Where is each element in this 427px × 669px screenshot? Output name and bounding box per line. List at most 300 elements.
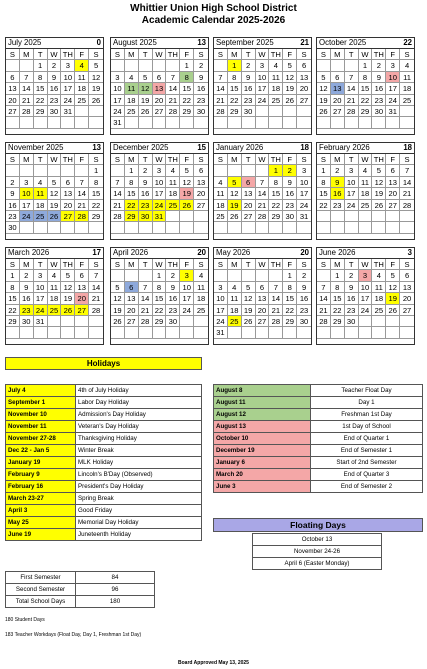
- day-cell: 8: [6, 282, 20, 293]
- empty-cell: [214, 60, 228, 71]
- holiday-name: Lincoln's B'Day (Observed): [76, 469, 202, 481]
- board-approved-footer: Board Approved May 13, 2025: [178, 660, 249, 666]
- weekday-label: W: [153, 49, 167, 60]
- school-day-count: 18: [300, 143, 309, 152]
- weekday-label: S: [194, 259, 208, 270]
- day-cell: 16: [20, 293, 34, 304]
- empty-cell: [20, 60, 34, 71]
- day-cell: 12: [372, 177, 386, 188]
- day-cell: 30: [345, 316, 359, 327]
- day-cell: 6: [400, 270, 414, 281]
- empty-cell: [20, 117, 34, 128]
- day-cell: 16: [331, 188, 345, 199]
- day-cell: 19: [228, 200, 242, 211]
- day-cell: 24: [214, 316, 228, 327]
- day-cell: 19: [61, 293, 75, 304]
- day-cell: 11: [228, 293, 242, 304]
- day-cell: 17: [256, 83, 270, 94]
- day-cell: 29: [283, 316, 297, 327]
- semester-label: Second Semester: [6, 584, 76, 596]
- key-date-event: End of Semester 1: [311, 445, 423, 457]
- key-date-row: [214, 445, 423, 457]
- empty-cell: [139, 327, 153, 338]
- empty-cell: [400, 117, 414, 128]
- empty-cell: [269, 327, 283, 338]
- weekday-label: W: [256, 259, 270, 270]
- day-cell: 26: [139, 106, 153, 117]
- day-cell: 26: [48, 211, 62, 222]
- empty-cell: [125, 222, 139, 233]
- key-date-row: [214, 481, 423, 493]
- holiday-row: [6, 469, 202, 481]
- day-cell: 11: [48, 282, 62, 293]
- day-cell: 20: [242, 200, 256, 211]
- day-cell: 1: [331, 270, 345, 281]
- empty-cell: [214, 165, 228, 176]
- empty-cell: [228, 327, 242, 338]
- day-cell: 12: [228, 188, 242, 199]
- empty-cell: [317, 222, 331, 233]
- day-cell: 19: [139, 95, 153, 106]
- day-cell: 25: [48, 305, 62, 316]
- day-cell: 23: [372, 95, 386, 106]
- empty-cell: [125, 117, 139, 128]
- weekday-label: T: [345, 49, 359, 60]
- day-cell: 12: [180, 177, 194, 188]
- holiday-date: November 11: [6, 421, 76, 433]
- day-cell: 6: [153, 72, 167, 83]
- day-cell: 31: [386, 106, 400, 117]
- key-date-event: Day 1: [311, 397, 423, 409]
- holiday-date: March 23-27: [6, 493, 76, 505]
- day-cell: 12: [386, 282, 400, 293]
- day-cell: 28: [20, 106, 34, 117]
- empty-cell: [61, 117, 75, 128]
- empty-cell: [214, 117, 228, 128]
- day-cell: 14: [139, 293, 153, 304]
- day-cell: 15: [6, 293, 20, 304]
- month-name: June 2026: [319, 248, 356, 257]
- day-cell: 25: [125, 106, 139, 117]
- day-cell: 28: [256, 211, 270, 222]
- day-cell: 23: [283, 200, 297, 211]
- weekday-label: F: [386, 49, 400, 60]
- day-cell: 24: [34, 305, 48, 316]
- holiday-row: [6, 421, 202, 433]
- day-cell: 14: [400, 177, 414, 188]
- weekday-label: S: [89, 259, 103, 270]
- day-cell: 18: [269, 83, 283, 94]
- holiday-date: November 10: [6, 409, 76, 421]
- holiday-name: 4th of July Holiday: [76, 385, 202, 397]
- day-cell: 30: [166, 316, 180, 327]
- day-cell: 17: [386, 83, 400, 94]
- weekday-label: M: [331, 49, 345, 60]
- day-cell: 19: [317, 95, 331, 106]
- empty-cell: [48, 327, 62, 338]
- holiday-name: Memorial Day Holiday: [76, 517, 202, 529]
- empty-cell: [317, 117, 331, 128]
- weekday-label: S: [111, 259, 125, 270]
- day-cell: 22: [125, 200, 139, 211]
- weekday-label: M: [228, 259, 242, 270]
- day-cell: 17: [111, 95, 125, 106]
- floating-day-row: [253, 546, 382, 558]
- day-cell: 10: [256, 72, 270, 83]
- day-cell: 9: [372, 72, 386, 83]
- day-cell: 7: [214, 72, 228, 83]
- day-cell: 17: [214, 305, 228, 316]
- day-cell: 4: [48, 270, 62, 281]
- day-cell: 23: [48, 95, 62, 106]
- day-cell: 31: [153, 211, 167, 222]
- empty-cell: [269, 106, 283, 117]
- empty-cell: [283, 117, 297, 128]
- day-cell: 13: [400, 282, 414, 293]
- day-cell: 24: [359, 305, 373, 316]
- day-cell: 14: [256, 188, 270, 199]
- day-cell: 5: [372, 165, 386, 176]
- day-cell: 25: [359, 200, 373, 211]
- empty-cell: [400, 222, 414, 233]
- empty-cell: [283, 222, 297, 233]
- floating-day-row: [253, 534, 382, 546]
- key-date-row: [214, 433, 423, 445]
- empty-cell: [139, 222, 153, 233]
- day-cell: 19: [89, 83, 103, 94]
- day-cell: 12: [61, 282, 75, 293]
- day-cell: 16: [242, 83, 256, 94]
- day-cell: 29: [269, 211, 283, 222]
- weekday-label: F: [283, 49, 297, 60]
- day-cell: 27: [61, 211, 75, 222]
- month-name: January 2026: [216, 143, 264, 152]
- key-date-row: [214, 469, 423, 481]
- day-cell: 13: [242, 188, 256, 199]
- day-cell: 4: [214, 177, 228, 188]
- holiday-date: Dec 22 - Jan 5: [6, 445, 76, 457]
- holiday-name: Juneteenth Holiday: [76, 529, 202, 541]
- day-cell: 21: [111, 200, 125, 211]
- day-cell: 13: [256, 293, 270, 304]
- empty-cell: [153, 117, 167, 128]
- day-cell: 9: [139, 177, 153, 188]
- day-cell: 11: [194, 282, 208, 293]
- day-cell: 24: [256, 95, 270, 106]
- day-cell: 27: [194, 200, 208, 211]
- day-cell: 8: [228, 72, 242, 83]
- day-cell: 5: [61, 270, 75, 281]
- day-cell: 2: [166, 270, 180, 281]
- day-cell: 13: [386, 177, 400, 188]
- month-header: [317, 248, 414, 259]
- holiday-date: February 9: [6, 469, 76, 481]
- key-date: August 11: [214, 397, 311, 409]
- empty-cell: [283, 327, 297, 338]
- day-cell: 28: [214, 106, 228, 117]
- key-date-event: End of Semester 2: [311, 481, 423, 493]
- weekday-label: T: [242, 259, 256, 270]
- day-cell: 3: [180, 270, 194, 281]
- day-cell: 20: [61, 200, 75, 211]
- day-cell: 16: [139, 188, 153, 199]
- holiday-row: [6, 529, 202, 541]
- day-cell: 22: [317, 200, 331, 211]
- day-cell: 7: [166, 72, 180, 83]
- day-cell: 22: [89, 200, 103, 211]
- semester-days: 180: [76, 596, 155, 608]
- day-cell: 25: [400, 95, 414, 106]
- empty-cell: [180, 211, 194, 222]
- day-cell: 13: [153, 83, 167, 94]
- holiday-row: [6, 457, 202, 469]
- month-grid: [6, 259, 103, 339]
- day-cell: 21: [345, 95, 359, 106]
- day-cell: 7: [400, 165, 414, 176]
- empty-cell: [345, 211, 359, 222]
- day-cell: 2: [242, 60, 256, 71]
- day-cell: 7: [139, 282, 153, 293]
- semester-summary-table: [5, 571, 155, 608]
- day-cell: 2: [194, 60, 208, 71]
- month-header: [214, 143, 311, 154]
- day-cell: 5: [180, 165, 194, 176]
- day-cell: 4: [372, 270, 386, 281]
- day-cell: 16: [283, 188, 297, 199]
- teacher-days-note: 183 Teacher Workdays (Float Day, Day 1, Freshman 1st Day): [5, 632, 142, 638]
- empty-cell: [386, 316, 400, 327]
- weekday-label: TH: [269, 259, 283, 270]
- month-name: October 2025: [319, 38, 367, 47]
- day-cell: 26: [61, 305, 75, 316]
- day-cell: 1: [6, 270, 20, 281]
- empty-cell: [125, 270, 139, 281]
- day-cell: 26: [283, 95, 297, 106]
- day-cell: 5: [242, 282, 256, 293]
- day-cell: 12: [139, 83, 153, 94]
- holiday-name: Labor Day Holiday: [76, 397, 202, 409]
- day-cell: 26: [386, 305, 400, 316]
- empty-cell: [75, 327, 89, 338]
- day-cell: 2: [372, 60, 386, 71]
- holiday-row: [6, 433, 202, 445]
- day-cell: 25: [75, 95, 89, 106]
- day-cell: 21: [139, 305, 153, 316]
- day-cell: 24: [61, 95, 75, 106]
- day-cell: 16: [166, 293, 180, 304]
- empty-cell: [20, 327, 34, 338]
- district-name: Whittier Union High School District: [130, 3, 297, 14]
- day-cell: 14: [20, 83, 34, 94]
- day-cell: 18: [400, 83, 414, 94]
- day-cell: 21: [166, 95, 180, 106]
- empty-cell: [256, 327, 270, 338]
- empty-cell: [20, 165, 34, 176]
- weekday-label: T: [34, 259, 48, 270]
- day-cell: 15: [283, 293, 297, 304]
- weekday-label: TH: [269, 154, 283, 165]
- day-cell: 26: [180, 200, 194, 211]
- day-cell: 13: [61, 188, 75, 199]
- empty-cell: [125, 60, 139, 71]
- day-cell: 30: [283, 211, 297, 222]
- day-cell: 28: [400, 200, 414, 211]
- holiday-row: [6, 445, 202, 457]
- weekday-label: M: [228, 154, 242, 165]
- empty-cell: [61, 165, 75, 176]
- day-cell: 10: [153, 177, 167, 188]
- day-cell: 31: [61, 106, 75, 117]
- day-cell: 9: [297, 282, 311, 293]
- empty-cell: [228, 270, 242, 281]
- weekday-label: T: [242, 154, 256, 165]
- day-cell: 1: [89, 165, 103, 176]
- weekday-label: F: [180, 259, 194, 270]
- day-cell: 7: [20, 72, 34, 83]
- day-cell: 10: [20, 188, 34, 199]
- holiday-name: Thanksgiving Holiday: [76, 433, 202, 445]
- month-may-2026: [213, 247, 312, 345]
- empty-cell: [345, 60, 359, 71]
- empty-cell: [372, 316, 386, 327]
- day-cell: 5: [139, 72, 153, 83]
- empty-cell: [6, 117, 20, 128]
- day-cell: 4: [359, 165, 373, 176]
- day-cell: 18: [228, 305, 242, 316]
- day-cell: 4: [400, 60, 414, 71]
- empty-cell: [34, 222, 48, 233]
- day-cell: 23: [6, 211, 20, 222]
- month-name: November 2025: [8, 143, 64, 152]
- day-cell: 27: [242, 211, 256, 222]
- day-cell: 3: [20, 177, 34, 188]
- empty-cell: [359, 327, 373, 338]
- day-cell: 8: [359, 72, 373, 83]
- day-cell: 27: [331, 106, 345, 117]
- empty-cell: [214, 222, 228, 233]
- month-june-2026: [316, 247, 415, 345]
- empty-cell: [331, 117, 345, 128]
- empty-cell: [317, 270, 331, 281]
- month-header: [6, 248, 103, 259]
- day-cell: 20: [125, 305, 139, 316]
- day-cell: 1: [317, 165, 331, 176]
- weekday-label: TH: [372, 49, 386, 60]
- day-cell: 29: [331, 316, 345, 327]
- day-cell: 15: [34, 83, 48, 94]
- day-cell: 4: [228, 282, 242, 293]
- weekday-label: S: [297, 49, 311, 60]
- month-grid: [317, 259, 414, 339]
- day-cell: 2: [139, 165, 153, 176]
- month-grid: [111, 154, 208, 234]
- empty-cell: [386, 327, 400, 338]
- key-date: January 6: [214, 457, 311, 469]
- key-date: March 20: [214, 469, 311, 481]
- month-august-2025: [110, 37, 209, 135]
- month-february-2026: [316, 142, 415, 240]
- day-cell: 21: [89, 293, 103, 304]
- key-date-row: [214, 409, 423, 421]
- weekday-label: M: [331, 154, 345, 165]
- empty-cell: [166, 211, 180, 222]
- weekday-label: F: [75, 49, 89, 60]
- empty-cell: [89, 222, 103, 233]
- weekday-label: S: [400, 259, 414, 270]
- empty-cell: [242, 117, 256, 128]
- empty-cell: [6, 327, 20, 338]
- day-cell: 15: [269, 188, 283, 199]
- weekday-label: W: [359, 49, 373, 60]
- day-cell: 20: [386, 188, 400, 199]
- key-date-event: Teacher Float Day: [311, 385, 423, 397]
- empty-cell: [48, 165, 62, 176]
- day-cell: 17: [345, 188, 359, 199]
- day-cell: 28: [75, 211, 89, 222]
- day-cell: 19: [372, 188, 386, 199]
- day-cell: 21: [269, 305, 283, 316]
- holiday-row: [6, 481, 202, 493]
- holiday-name: Good Friday: [76, 505, 202, 517]
- day-cell: 26: [111, 316, 125, 327]
- weekday-label: TH: [269, 49, 283, 60]
- day-cell: 28: [166, 106, 180, 117]
- floating-day: April 6 (Easter Monday): [253, 558, 382, 570]
- day-cell: 18: [166, 188, 180, 199]
- day-cell: 11: [269, 72, 283, 83]
- day-cell: 22: [359, 95, 373, 106]
- day-cell: 5: [386, 270, 400, 281]
- holiday-date: February 16: [6, 481, 76, 493]
- holiday-date: April 3: [6, 505, 76, 517]
- day-cell: 4: [166, 165, 180, 176]
- day-cell: 9: [242, 72, 256, 83]
- weekday-label: S: [111, 154, 125, 165]
- day-cell: 8: [180, 72, 194, 83]
- empty-cell: [111, 165, 125, 176]
- day-cell: 20: [297, 83, 311, 94]
- weekday-label: S: [400, 154, 414, 165]
- day-cell: 5: [283, 60, 297, 71]
- month-header: [6, 38, 103, 49]
- weekday-label: W: [256, 154, 270, 165]
- weekday-label: M: [125, 49, 139, 60]
- day-cell: 22: [331, 305, 345, 316]
- day-cell: 20: [400, 293, 414, 304]
- empty-cell: [111, 60, 125, 71]
- day-cell: 11: [125, 83, 139, 94]
- holiday-name: Winter Break: [76, 445, 202, 457]
- day-cell: 18: [48, 293, 62, 304]
- weekday-label: S: [297, 259, 311, 270]
- semester-row: [6, 596, 155, 608]
- day-cell: 11: [400, 72, 414, 83]
- empty-cell: [6, 165, 20, 176]
- weekday-label: S: [111, 49, 125, 60]
- empty-cell: [48, 222, 62, 233]
- day-cell: 13: [6, 83, 20, 94]
- key-date-row: [214, 421, 423, 433]
- day-cell: 1: [125, 165, 139, 176]
- day-cell: 6: [386, 165, 400, 176]
- month-header: [317, 143, 414, 154]
- day-cell: 29: [180, 106, 194, 117]
- month-header: [317, 38, 414, 49]
- day-cell: 10: [345, 177, 359, 188]
- empty-cell: [89, 106, 103, 117]
- day-cell: 12: [283, 72, 297, 83]
- weekday-label: S: [317, 259, 331, 270]
